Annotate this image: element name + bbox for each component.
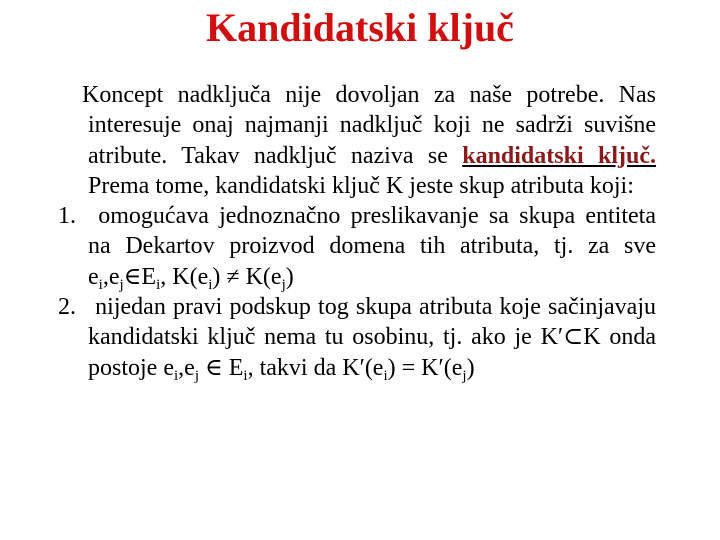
slide-body [58,80,656,383]
subscript: j [119,276,124,293]
formula-part: ,e [178,354,195,381]
formula-part: , K(e [160,263,209,290]
list-number: 1. [58,203,76,230]
key-term: kandidatski ključ. [462,142,656,169]
subscript: j [194,367,199,384]
list-item [58,201,656,292]
intro-text: Koncept nadključa nije dovoljan za naše potrebe. Nas interesuje onaj najmanji nadključ koji ne sadrži suvišne atribute. Takav nadključ naziva se [82,82,656,169]
list-item-text: nijedan pravi podskup tog skupa atributa koje sačinjavaju kandidatski ključ nema tu osobinu, tj. ako je K′⊂K onda postoje e [88,294,656,381]
formula-part: ) ≠ K(e [212,263,282,290]
list-number: 2. [58,294,76,321]
list-item-text: omogućava jednoznačno preslikavanje sa skupa entiteta na Dekartov proizvod domena tih atributa, tj. za sve e [88,203,656,290]
subscript: i [208,276,213,293]
formula-part: ∈E [123,263,157,290]
subscript: i [98,276,103,293]
subscript: j [281,276,286,293]
intro-text-tail: Prema tome, kandidatski ključ K jeste skup atributa koji: [88,172,634,199]
subscript: i [173,367,179,384]
subscript: i [243,367,248,384]
formula-part: ) = K′(e [387,354,463,381]
subscript: i [383,367,388,384]
formula-part: ∈ E [198,354,244,381]
subscript: j [462,367,467,384]
formula-part: ) [466,354,475,381]
slide-title: Kandidatski ključ [206,5,514,50]
intro-paragraph [58,80,656,201]
list-item [58,292,656,383]
formula-part: ,e [102,263,120,290]
formula-part: , takvi da K′(e [247,354,384,381]
formula-part: ) [285,263,294,290]
subscript: i [156,276,161,293]
